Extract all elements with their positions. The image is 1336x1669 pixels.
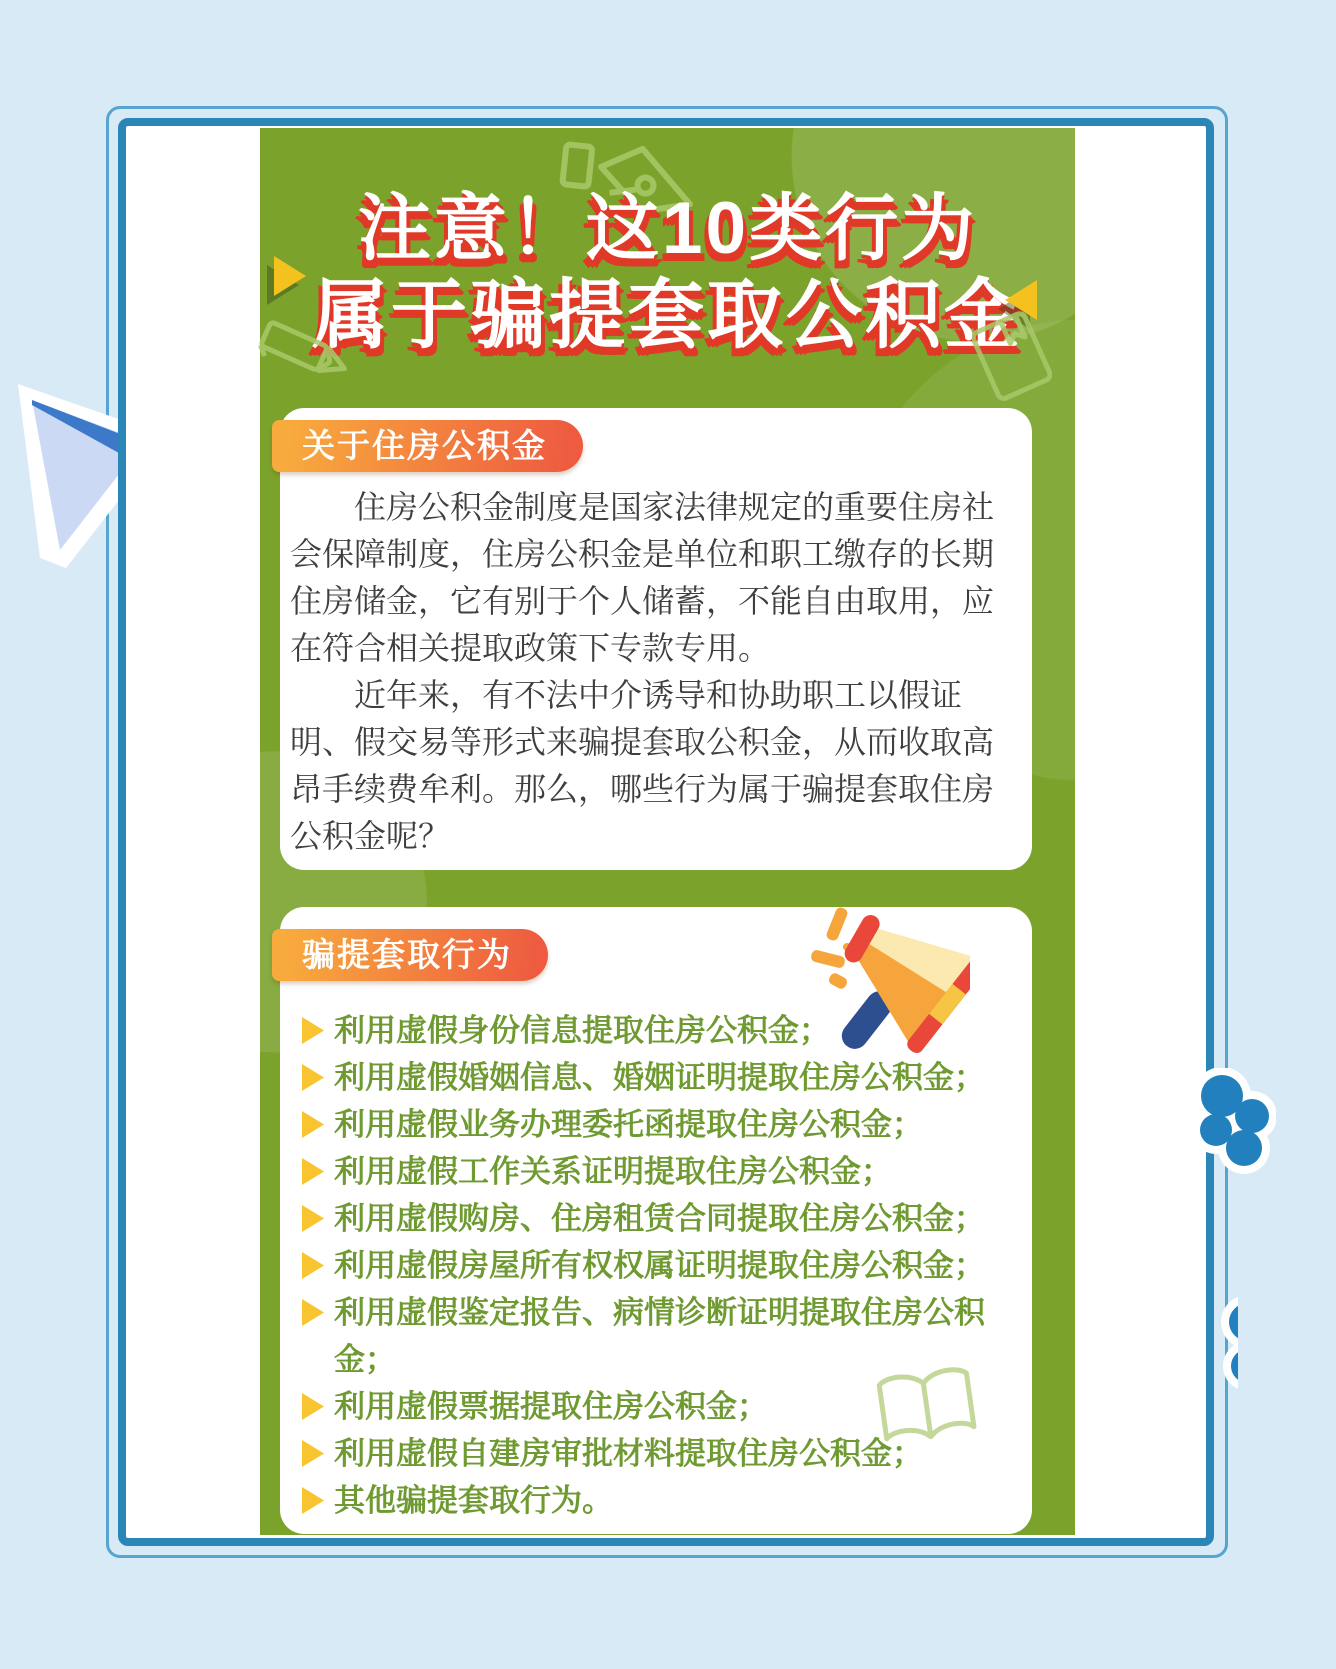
about-paragraphs <box>280 408 1032 860</box>
list-item-text: 利用虚假自建房审批材料提取住房公积金； <box>334 1436 923 1471</box>
about-paragraph: 近年来，有不法中介诱导和协助职工以假证明、假交易等形式来骗提套取公积金，从而收取高昂手续费牟利。那么，哪些行为属于骗提套取住房公积金呢？ <box>290 677 995 854</box>
megaphone-icon <box>795 901 970 1076</box>
pencil-icon <box>254 320 354 392</box>
bullet-triangle-icon <box>302 1205 324 1232</box>
about-card <box>280 408 1032 870</box>
behavior-label: 骗提套取行为 <box>272 929 548 981</box>
list-item-text: 利用虚假购房、住房租赁合同提取住房公积金； <box>334 1201 985 1236</box>
bullet-triangle-icon <box>302 1158 324 1185</box>
about-label: 关于住房公积金 <box>272 420 583 472</box>
triangle-right-icon <box>274 256 306 296</box>
sparkle-icon <box>810 906 851 991</box>
notebook-icon <box>972 310 1052 405</box>
bullet-triangle-icon <box>302 1299 324 1326</box>
list-item <box>302 1477 1032 1524</box>
list-item <box>302 1242 1032 1289</box>
list-item-text: 其他骗提套取行为。 <box>334 1483 613 1518</box>
list-item-text: 利用虚假鉴定报告、病情诊断证明提取住房公积金； <box>334 1295 985 1377</box>
bullet-triangle-icon <box>302 1440 324 1467</box>
open-book-icon <box>875 1367 980 1452</box>
about-paragraph: 住房公积金制度是国家法律规定的重要住房社会保障制度，住房公积金是单位和职工缴存的长期住房储金，它有别于个人储蓄，不能自由取用，应在符合相关提取政策下专款专用。 <box>290 489 995 666</box>
bullet-triangle-icon <box>302 1252 324 1279</box>
bullet-triangle-icon <box>302 1064 324 1091</box>
poster-title <box>260 128 1075 360</box>
list-item <box>302 1195 1032 1242</box>
bullet-triangle-icon <box>302 1111 324 1138</box>
title-line-2: 属于骗提套取公积金 <box>312 273 1023 358</box>
bullet-triangle-icon <box>302 1393 324 1420</box>
bullet-triangle-icon <box>302 1487 324 1514</box>
list-item <box>302 1148 1032 1195</box>
list-item-text: 利用虚假业务办理委托函提取住房公积金； <box>334 1107 923 1142</box>
list-item-text: 利用虚假工作关系证明提取住房公积金； <box>334 1154 892 1189</box>
list-item-text: 利用虚假房屋所有权权属证明提取住房公积金； <box>334 1248 985 1283</box>
title-line-1: 注意！这10类行为 <box>357 188 978 269</box>
list-item-text: 利用虚假身份信息提取住房公积金； <box>334 1013 830 1048</box>
flower-icon-large <box>1192 1068 1276 1186</box>
list-item-text: 利用虚假婚姻信息、婚姻证明提取住房公积金； <box>334 1060 985 1095</box>
green-panel <box>260 128 1075 1535</box>
bullet-triangle-icon <box>302 1017 324 1044</box>
list-item <box>302 1101 1032 1148</box>
list-item-text: 利用虚假票据提取住房公积金； <box>334 1389 768 1424</box>
behavior-card <box>280 907 1032 1534</box>
flower-icon-half <box>1196 1290 1238 1400</box>
